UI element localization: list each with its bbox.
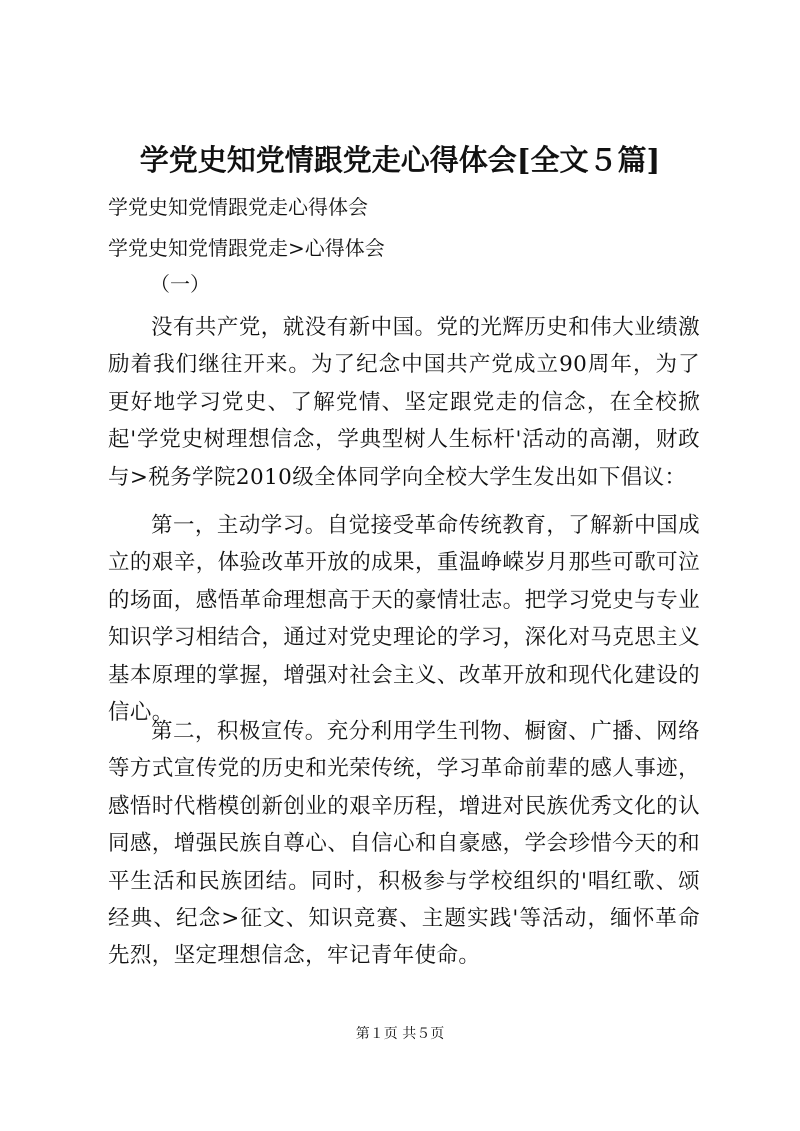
paragraph-1: 没有共产党，就没有新中国。党的光辉历史和伟大业绩激励着我们继往开来。为了纪念中国共产党成立90周年，为了更好地学习党史、了解党情、坚定跟党走的信念，在全校掀起'学党史树理想信念，学典型树人生标杆'活动的高潮，财政与>税务学院2010级全体同学向全校大学生发出如下倡议： bbox=[108, 315, 700, 490]
page-footer: 第１页 共５页 bbox=[355, 1026, 445, 1042]
paragraph-3: 第二，积极宣传。充分利用学生刊物、橱窗、广播、网络等方式宣传党的历史和光荣传统，学习革命前辈的感人事迹，感悟时代楷模创新创业的艰辛历程，增进对民族优秀文化的认同感，增强民族自尊心、自信心和自豪感，学会珍惜今天的和平生活和民族团结。同时，积极参与学校组织的'唱红歌、颂经典、纪念>征文、知识竞赛、主题实践'等活动，缅怀革命先烈，坚定理想信念，牢记青年使命。 bbox=[108, 719, 700, 969]
document-title: 学党史知党情跟党走心得体会[全文５篇] bbox=[139, 143, 661, 177]
subtitle-line-1: 学党史知党情跟党走心得体会 bbox=[108, 195, 368, 219]
subtitle-line-2: 学党史知党情跟党走>心得体会 bbox=[108, 236, 385, 260]
paragraph-2: 第一，主动学习。自觉接受革命传统教育，了解新中国成立的艰辛，体验改革开放的成果，重温峥嵘岁月那些可歌可泣的场面，感悟革命理想高于天的豪情壮志。把学习党史与专业知识学习相结合，通过对党史理论的学习，深化对马克思主义基本原理的掌握，增强对社会主义、改革开放和现代化建设的信心。 bbox=[108, 513, 700, 726]
section-marker: （一） bbox=[150, 272, 210, 296]
